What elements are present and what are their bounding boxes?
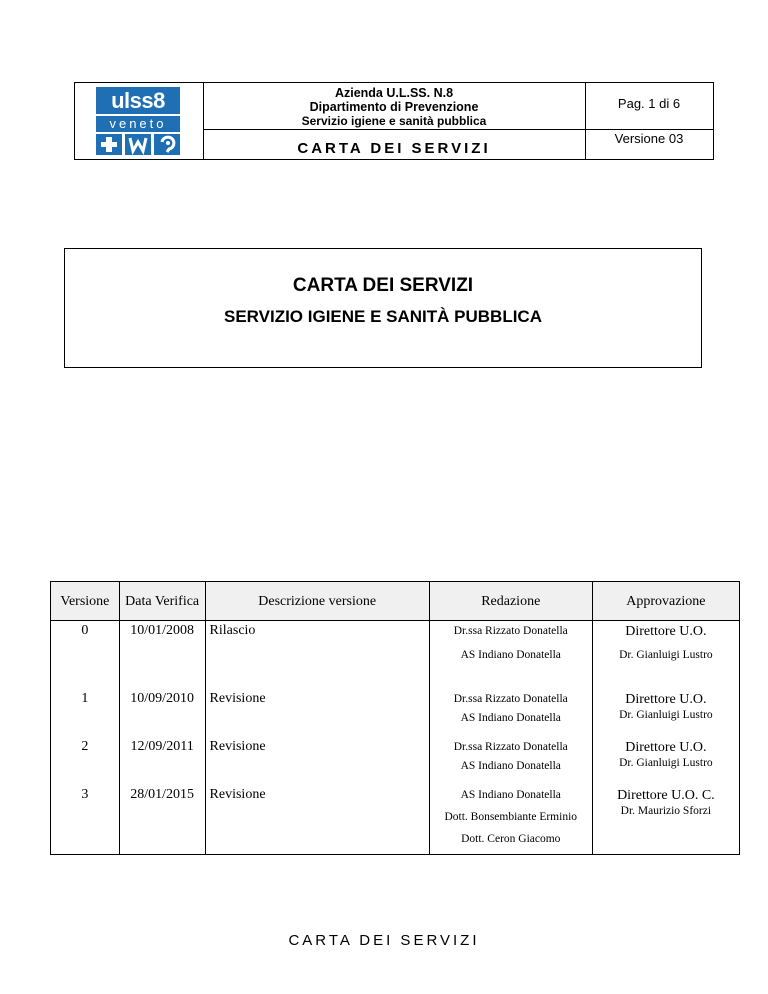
row-approver-name: Dr. Gianluigi Lustro: [619, 756, 713, 769]
row-version: 2: [81, 738, 89, 754]
row-approver-role: Direttore U.O.: [625, 624, 707, 639]
row-description: Revisione: [209, 738, 266, 754]
row-approver-role: Direttore U.O.: [625, 691, 707, 707]
ear-icon: [154, 134, 180, 155]
row-author: Dr.ssa Rizzato Donatella: [453, 625, 568, 637]
row-approver-name: Dr. Gianluigi Lustro: [619, 649, 713, 661]
organization-cell: [203, 83, 586, 130]
row-description: Revisione: [209, 690, 266, 706]
row-date: 10/01/2008: [130, 623, 195, 638]
row-approver-role: Direttore U.O. C.: [617, 787, 715, 803]
row-version: 0: [81, 623, 89, 638]
logo-cell: [75, 83, 204, 159]
row-author: AS Indiano Donatella: [460, 649, 561, 661]
logo-region: veneto: [96, 116, 180, 132]
version-number: Versione 03: [614, 131, 684, 146]
row-date: 28/01/2015: [130, 786, 195, 802]
table-header-row: [51, 582, 740, 621]
row-description: Rilascio: [209, 623, 256, 638]
revision-table: [50, 581, 740, 855]
row-version: 1: [81, 690, 89, 706]
title-box: [64, 248, 702, 368]
row-date: 12/09/2011: [130, 738, 194, 754]
row-author: Dr.ssa Rizzato Donatella: [453, 740, 568, 753]
table-row: [51, 737, 740, 785]
row-author: AS Indiano Donatella: [460, 788, 561, 801]
document-header: [74, 82, 714, 160]
logo-icon-row: [96, 134, 180, 155]
table-row: [51, 689, 740, 737]
row-version: 3: [81, 786, 89, 802]
page-cell: [585, 83, 713, 130]
doc-label: CARTA DEI SERVIZI: [297, 140, 491, 157]
table-row: [51, 621, 740, 689]
page-number: Pag. 1 di 6: [617, 96, 681, 111]
row-author: AS Indiano Donatella: [460, 759, 561, 772]
col-header-descrizione: Descrizione versione: [205, 582, 429, 621]
org-name: Azienda U.L.SS. N.8: [334, 86, 454, 100]
logo-brand: ulss8: [96, 87, 180, 114]
cross-icon: [96, 134, 122, 155]
row-author: Dott. Bonsembiante Erminio: [444, 810, 578, 823]
org-department: Dipartimento di Prevenzione: [309, 100, 479, 114]
row-approver-name: Dr. Maurizio Sforzi: [620, 804, 712, 817]
col-header-data: Data Verifica: [119, 582, 205, 621]
table-row: [51, 785, 740, 855]
ulss8-logo: [96, 87, 180, 155]
page-subtitle: SERVIZIO IGIENE E SANITÀ PUBBLICA: [223, 307, 542, 326]
row-description: Revisione: [209, 786, 266, 802]
col-header-versione: Versione: [51, 582, 120, 621]
version-cell: [585, 129, 713, 159]
row-author: AS Indiano Donatella: [460, 711, 561, 724]
org-service: Servizio igiene e sanità pubblica: [301, 114, 487, 128]
col-header-redazione: Redazione: [429, 582, 592, 621]
col-header-approvazione: Approvazione: [592, 582, 739, 621]
row-approver-name: Dr. Gianluigi Lustro: [619, 708, 713, 721]
row-approver-role: Direttore U.O.: [625, 739, 707, 755]
hospital-icon: [125, 134, 151, 155]
page-title: CARTA DEI SERVIZI: [292, 275, 474, 296]
row-date: 10/09/2010: [130, 690, 195, 706]
page-footer: CARTA DEI SERVIZI: [288, 932, 480, 949]
row-author: Dott. Ceron Giacomo: [461, 832, 561, 845]
doc-label-cell: [203, 129, 586, 159]
row-author: Dr.ssa Rizzato Donatella: [453, 692, 568, 705]
